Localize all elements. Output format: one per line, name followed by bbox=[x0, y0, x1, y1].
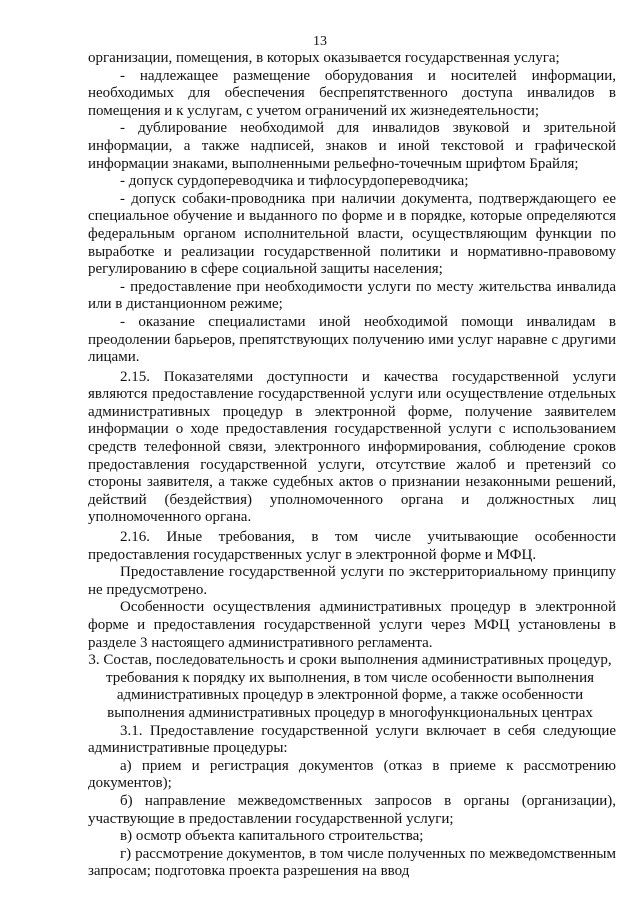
list-item: - дублирование необходимой для инвалидов звуковой и зрительной информации, а также надписей, знаков и иной текстовой и графической информации знаками, выполненными рельефно-точечным шрифтом Брайля; bbox=[88, 120, 616, 172]
page-number: 13 bbox=[313, 34, 327, 49]
paragraph-continuation: организации, помещения, в которых оказывается государственная услуга; bbox=[88, 50, 560, 66]
paragraph-2-16: 2.16. Иные требования, в том числе учитывающие особенности предоставления государственных услуг в электронной форме и МФЦ. bbox=[88, 529, 616, 563]
list-item: - надлежащее размещение оборудования и носителей информации, необходимых для обеспечения беспрепятственного доступа инвалидов в помещения и к услугам, с учетом ограничений их жизнедеятельности; bbox=[88, 67, 616, 119]
list-item: в) осмотр объекта капитального строительства; bbox=[120, 828, 424, 845]
section-3-heading: 3. Состав, последовательность и сроки выполнения административных процедур, требования к порядку их выполнения, в том числе особенности выполнения административных процедур в электронной форме, а также особенности выполнения административных процедур в многофункциональных центрах bbox=[88, 652, 612, 721]
list-item: - предоставление при необходимости услуги по месту жительства инвалида или в дистанционном режиме; bbox=[88, 278, 616, 313]
list-item: а) прием и регистрация документов (отказ в приеме к рассмотрению документов); bbox=[88, 757, 616, 792]
document-body bbox=[88, 50, 616, 881]
list-item: - оказание специалистами иной необходимой помощи инвалидам в преодолении барьеров, препятствующих получению ими услуг наравне с другими лицами. bbox=[88, 313, 616, 366]
paragraph: Предоставление государственной услуги по экстерриториальному принципу не предусмотрено. bbox=[88, 564, 616, 598]
paragraph-2-15: 2.15. Показателями доступности и качества государственной услуги являются предоставление государственной услуги или осуществление отдельных административных процедур в электронной форме, получение заявителем информации о ходе предоставления государственной услуги с использованием средств телефонной связи, электронного информирования, соблюдение сроков предоставления государственной услуги, отсутствие жалоб и претензий со стороны заявителя, а также судебных актов о признании незаконными решений, действий (бездействия) уполномоченного органа и должностных лиц уполномоченного органа. bbox=[88, 368, 616, 526]
list-item: б) направление межведомственных запросов в органы (организации), участвующие в предоставлении государственной услуги; bbox=[88, 792, 616, 827]
list-item: - допуск сурдопереводчика и тифлосурдопереводчика; bbox=[120, 173, 469, 190]
list-item: г) рассмотрение документов, в том числе полученных по межведомственным запросам; подготовка проекта разрешения на ввод bbox=[88, 845, 616, 880]
list-item: - допуск собаки-проводника при наличии документа, подтверждающего ее специальное обучение и выданного по форме и в порядке, которые определяются федеральным органом исполнительной власти, осуществляющим функции по выработке и реализации государственной политики и нормативно-правовому регулированию в сфере социальной защиты населения; bbox=[88, 190, 616, 278]
paragraph: Особенности осуществления административных процедур в электронной форме и предоставления государственной услуги через МФЦ установлены в разделе 3 настоящего административного регламента. bbox=[88, 599, 616, 651]
paragraph-3-1: 3.1. Предоставление государственной услуги включает в себя следующие административные процедуры: bbox=[88, 722, 616, 757]
